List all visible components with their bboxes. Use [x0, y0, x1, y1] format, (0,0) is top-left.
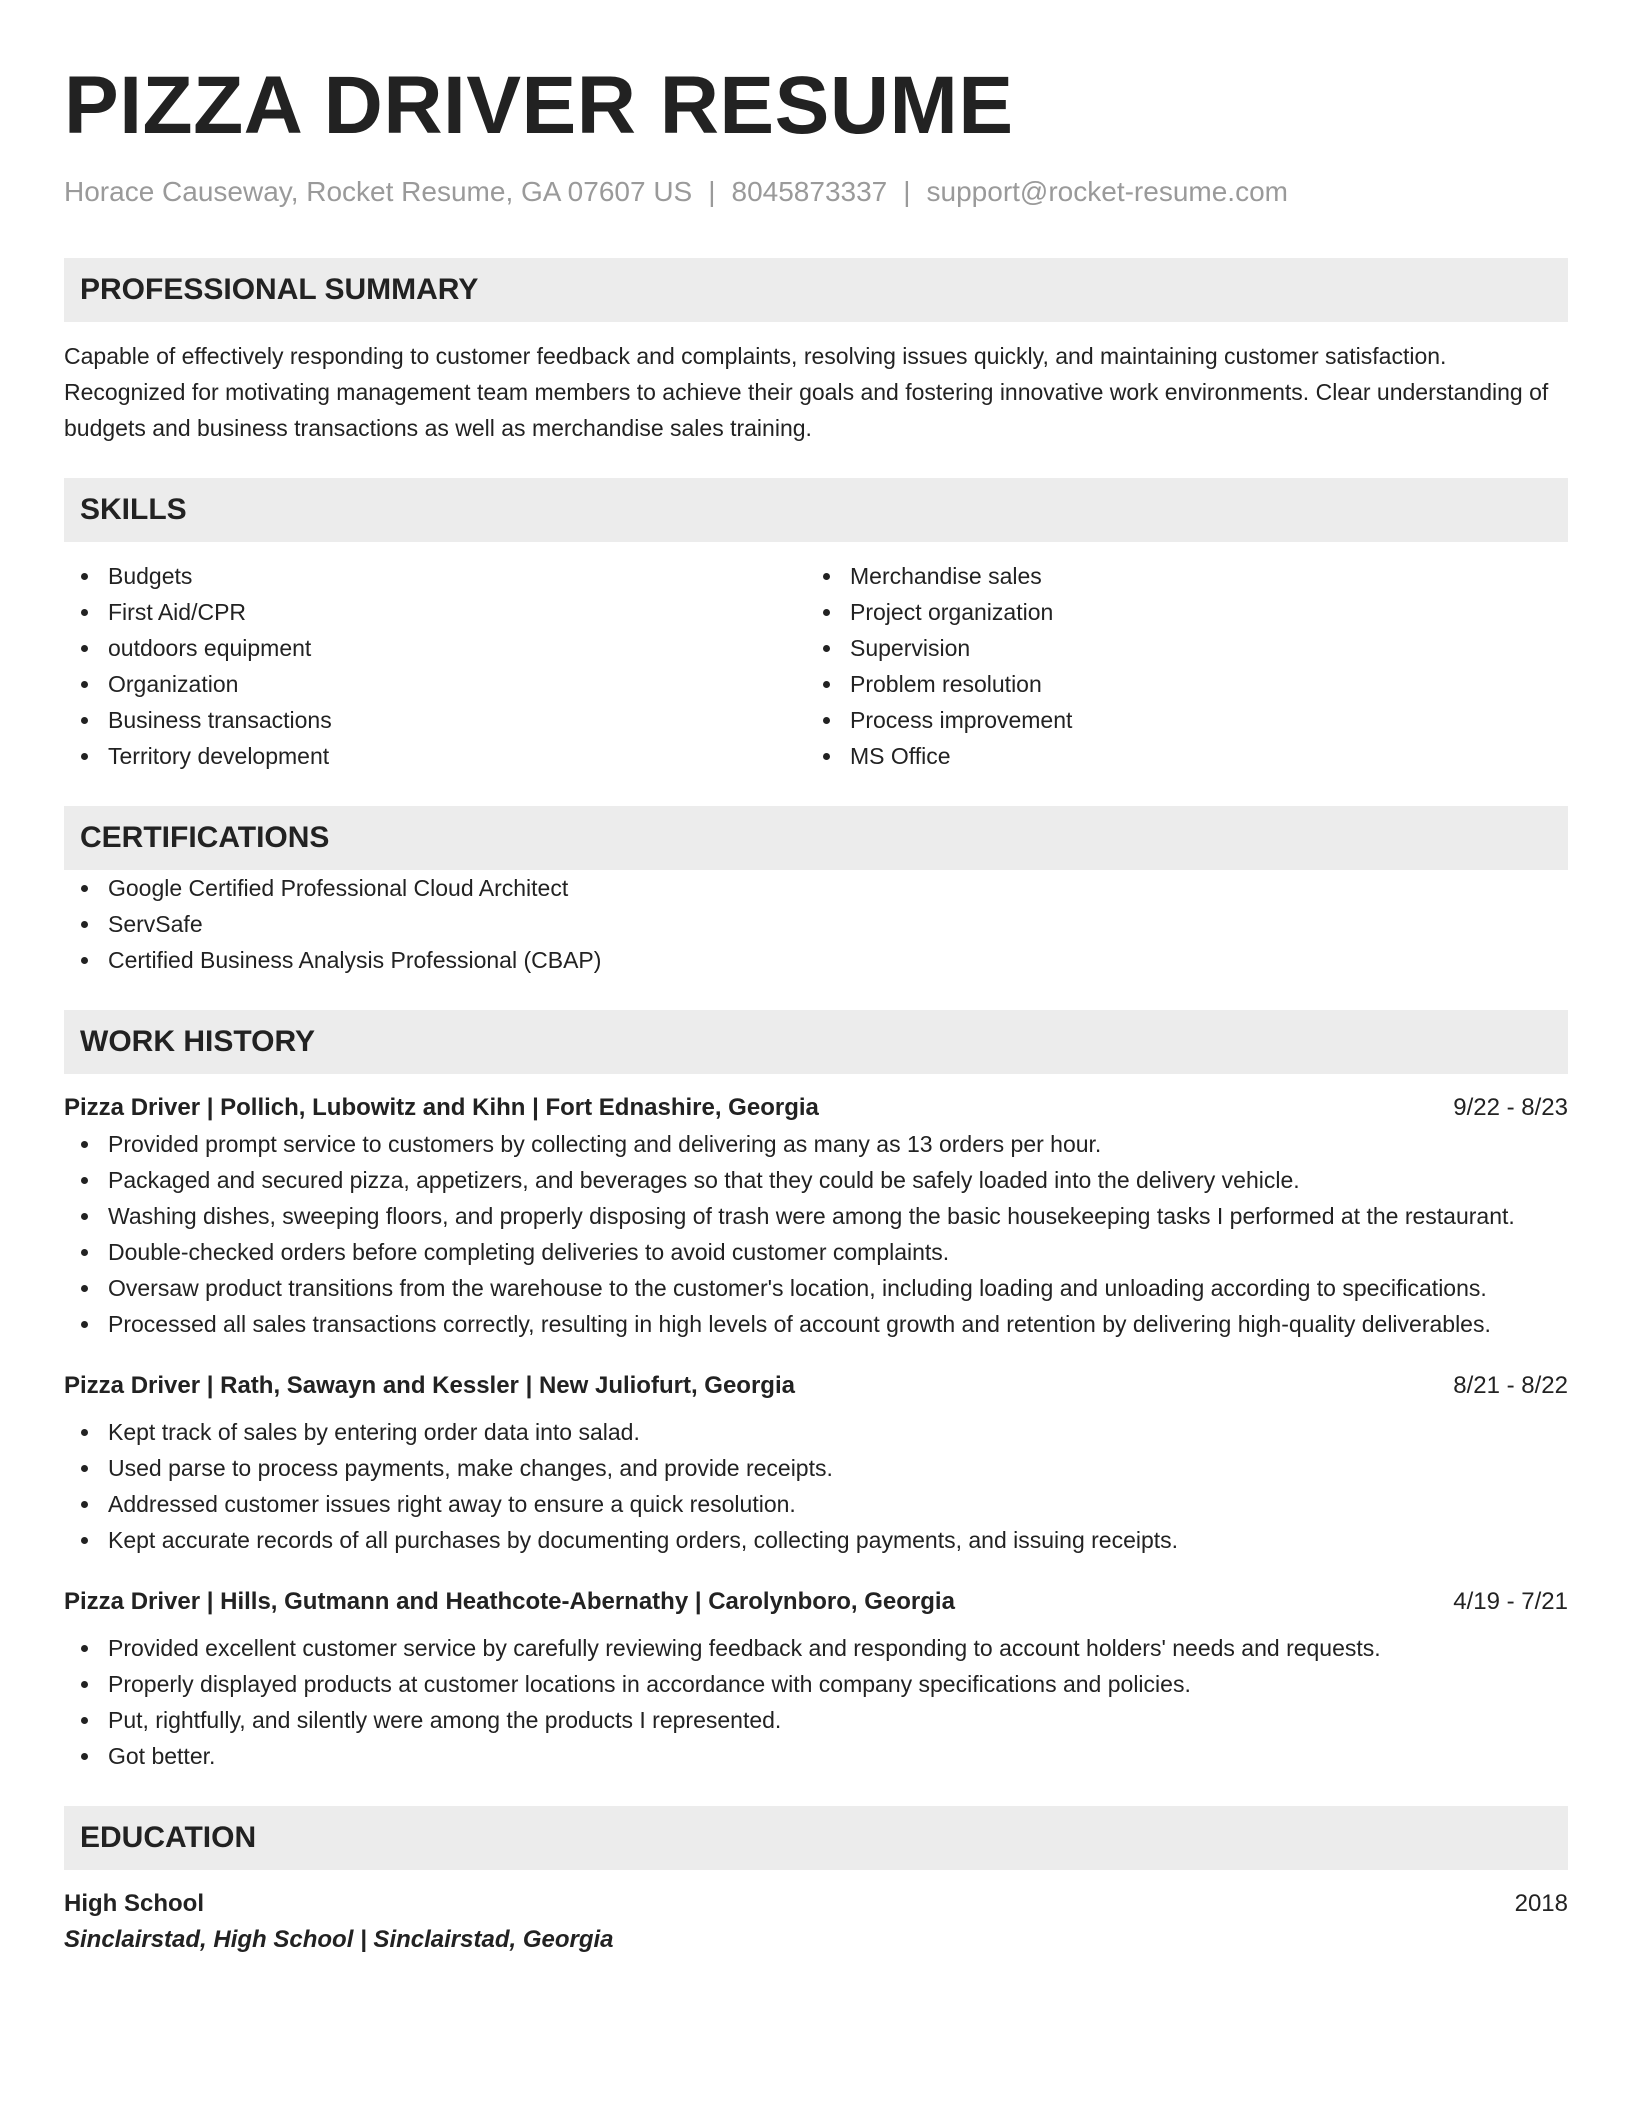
section-header-skills: SKILLS: [64, 478, 1568, 542]
skill-item: Budgets: [64, 558, 806, 594]
job-entry: [64, 1090, 1568, 1342]
job-header: [64, 1368, 1568, 1404]
job-bullet: Washing dishes, sweeping floors, and properly disposing of trash were among the basic housekeeping tasks I performed at the restaurant.: [64, 1198, 1568, 1234]
education-header: [64, 1886, 1568, 1922]
education-year: 2018: [1514, 1890, 1568, 1917]
resume-title: PIZZA DRIVER RESUME: [64, 60, 1014, 151]
section-header-certifications: CERTIFICATIONS: [64, 806, 1568, 870]
section-header-education: EDUCATION: [64, 1806, 1568, 1870]
skill-item: MS Office: [806, 738, 1548, 774]
job-entry: [64, 1584, 1568, 1774]
contact-email: support@rocket-resume.com: [926, 176, 1288, 207]
education-degree: High School: [64, 1890, 204, 1917]
summary-text: Capable of effectively responding to customer feedback and complaints, resolving issues quickly, and maintaining customer satisfaction. Recognized for motivating management team members to achieve their goals and fostering innovative work environments. Clear understanding of budgets and business transactions as well as merchandise sales training.: [64, 343, 1549, 441]
skill-item: Territory development: [64, 738, 806, 774]
skill-item: Business transactions: [64, 702, 806, 738]
skill-item: Process improvement: [806, 702, 1548, 738]
job-bullet: Packaged and secured pizza, appetizers, and beverages so that they could be safely loaded into the delivery vehicle.: [64, 1162, 1568, 1198]
job-bullet: Got better.: [64, 1738, 1568, 1774]
job-title: Pizza Driver | Pollich, Lubowitz and Kihn | Fort Ednashire, Georgia: [64, 1094, 819, 1121]
job-entry: [64, 1368, 1568, 1558]
skills-column-right: [806, 558, 1548, 774]
contact-phone: 8045873337: [731, 176, 888, 207]
job-bullet: Double-checked orders before completing deliveries to avoid customer complaints.: [64, 1234, 1568, 1270]
job-bullets: [64, 1414, 1568, 1558]
skill-item: outdoors equipment: [64, 630, 806, 666]
resume-page: [64, 0, 1568, 1958]
skill-item: Supervision: [806, 630, 1548, 666]
job-bullet: Addressed customer issues right away to ensure a quick resolution.: [64, 1486, 1568, 1522]
skill-item: Merchandise sales: [806, 558, 1548, 594]
job-title: Pizza Driver | Hills, Gutmann and Heathcote-Abernathy | Carolynboro, Georgia: [64, 1588, 955, 1615]
job-bullet: Kept accurate records of all purchases by documenting orders, collecting payments, and issuing receipts.: [64, 1522, 1568, 1558]
job-header: [64, 1090, 1568, 1126]
skill-item: Problem resolution: [806, 666, 1548, 702]
section-header-summary: PROFESSIONAL SUMMARY: [64, 258, 1568, 322]
job-bullets: [64, 1630, 1568, 1774]
certification-item: Google Certified Professional Cloud Architect: [64, 870, 1568, 906]
certification-item: Certified Business Analysis Professional (CBAP): [64, 942, 1568, 978]
job-bullet: Provided excellent customer service by carefully reviewing feedback and responding to account holders' needs and requests.: [64, 1630, 1568, 1666]
skill-item: Organization: [64, 666, 806, 702]
job-bullet: Put, rightfully, and silently were among the products I represented.: [64, 1702, 1568, 1738]
certifications-list: [64, 870, 1568, 978]
skills-grid: [64, 558, 1568, 774]
job-bullet: Used parse to process payments, make changes, and provide receipts.: [64, 1450, 1568, 1486]
education-entry: [64, 1886, 1568, 1958]
contact-address: Horace Causeway, Rocket Resume, GA 07607 US: [64, 176, 693, 207]
job-bullet: Processed all sales transactions correctly, resulting in high levels of account growth and retention by delivering high-quality deliverables.: [64, 1306, 1568, 1342]
job-title: Pizza Driver | Rath, Sawayn and Kessler | New Juliofurt, Georgia: [64, 1372, 795, 1399]
contact-line: [64, 174, 1568, 210]
skills-column-left: [64, 558, 806, 774]
job-dates: 4/19 - 7/21: [1453, 1588, 1568, 1615]
contact-separator: |: [708, 176, 716, 207]
job-bullets: [64, 1126, 1568, 1342]
job-dates: 9/22 - 8/23: [1453, 1094, 1568, 1121]
section-header-work-history: WORK HISTORY: [64, 1010, 1568, 1074]
job-dates: 8/21 - 8/22: [1453, 1372, 1568, 1399]
job-bullet: Provided prompt service to customers by collecting and delivering as many as 13 orders per hour.: [64, 1126, 1568, 1162]
certification-item: ServSafe: [64, 906, 1568, 942]
job-bullet: Properly displayed products at customer locations in accordance with company specifications and policies.: [64, 1666, 1568, 1702]
contact-separator: |: [903, 176, 911, 207]
job-bullet: Oversaw product transitions from the warehouse to the customer's location, including loading and unloading according to specifications.: [64, 1270, 1568, 1306]
skill-item: First Aid/CPR: [64, 594, 806, 630]
job-header: [64, 1584, 1568, 1620]
job-bullet: Kept track of sales by entering order data into salad.: [64, 1414, 1568, 1450]
education-school: Sinclairstad, High School | Sinclairstad, Georgia: [64, 1926, 614, 1953]
skill-item: Project organization: [806, 594, 1548, 630]
